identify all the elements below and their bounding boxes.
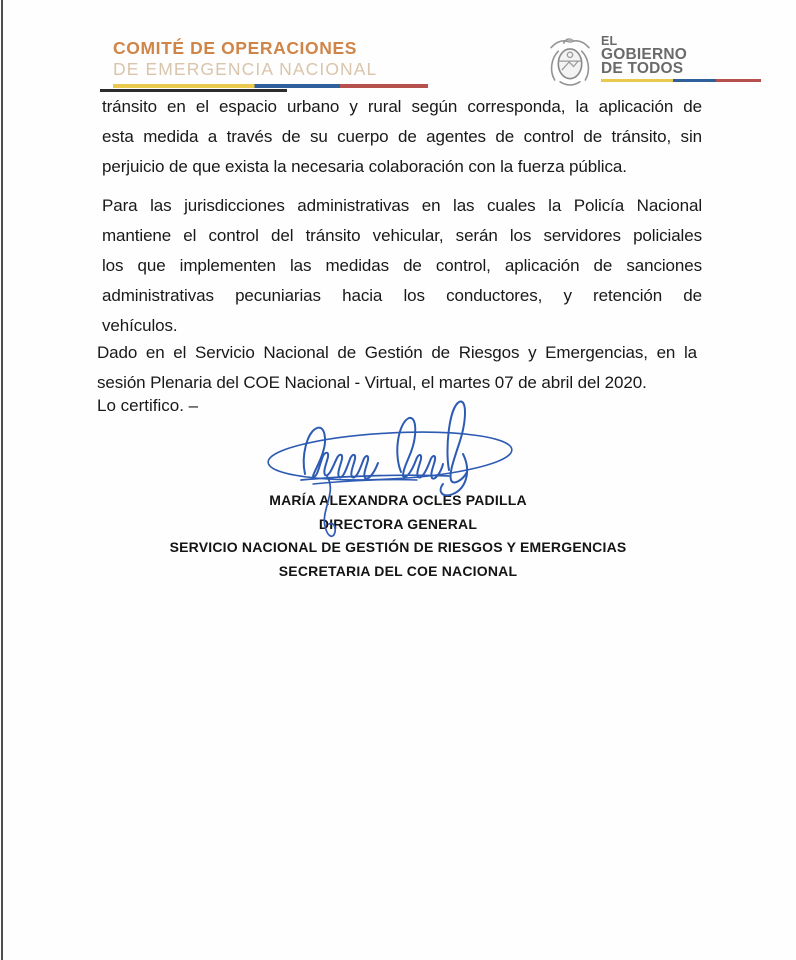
paragraph-line: esta medida a través de su cuerpo de agentes de control de tránsito, sin — [102, 127, 702, 146]
certify-line: Lo certifico. – — [97, 396, 199, 415]
paragraph-line: sesión Plenaria del COE Nacional - Virtual, el martes 07 de abril del 2020. — [97, 373, 647, 392]
paragraph-line: perjuicio de que exista la necesaria colaboración con la fuerza pública. — [102, 157, 627, 176]
paragraph-line: Para las jurisdicciones administrativas en las cuales la Policía Nacional — [102, 196, 702, 215]
paragraph-line: vehículos. — [102, 316, 178, 335]
ecuador-coat-of-arms-icon — [543, 34, 597, 90]
signer-role: SECRETARIA DEL COE NACIONAL — [278, 562, 518, 579]
coe-logo-line1: COMITÉ DE OPERACIONES — [113, 38, 358, 58]
signer-organization: SERVICIO NACIONAL DE GESTIÓN DE RIESGOS Y EMERGENCIAS — [169, 539, 627, 555]
gov-logo-line1: EL — [601, 34, 618, 48]
coe-logo — [113, 37, 433, 88]
ecuador-flag-bar-small — [601, 79, 761, 82]
gov-logo-line2: GOBIERNO — [601, 46, 687, 63]
paragraph-transito — [97, 92, 702, 182]
coe-logo-line2: DE EMERGENCIA NACIONAL — [113, 59, 378, 79]
signer-name: MARÍA ALEXANDRA OCLES PADILLA — [269, 492, 527, 508]
paragraph-line: los que implementen las medidas de control, aplicación de sanciones — [102, 256, 702, 275]
paragraph-line: tránsito en el espacio urbano y rural según corresponda, la aplicación de — [102, 97, 702, 116]
signature-block — [98, 489, 698, 583]
gov-logo-line3: DE TODOS — [601, 60, 684, 77]
paragraph-line: administrativas pecuniarias hacia los conductores, y retención de — [102, 286, 702, 305]
paragraph-jurisdicciones — [97, 191, 702, 341]
government-logo — [543, 34, 761, 90]
paragraph-line: Dado en el Servicio Nacional de Gestión de Riesgos y Emergencias, en la — [97, 343, 697, 362]
ecuador-flag-bar — [113, 84, 428, 88]
signer-title: DIRECTORA GENERAL — [318, 515, 478, 532]
paragraph-line: mantiene el control del tránsito vehicular, serán los servidores policiales — [102, 226, 702, 245]
scan-edge-line — [1, 0, 3, 960]
paragraph-dado — [97, 338, 697, 398]
